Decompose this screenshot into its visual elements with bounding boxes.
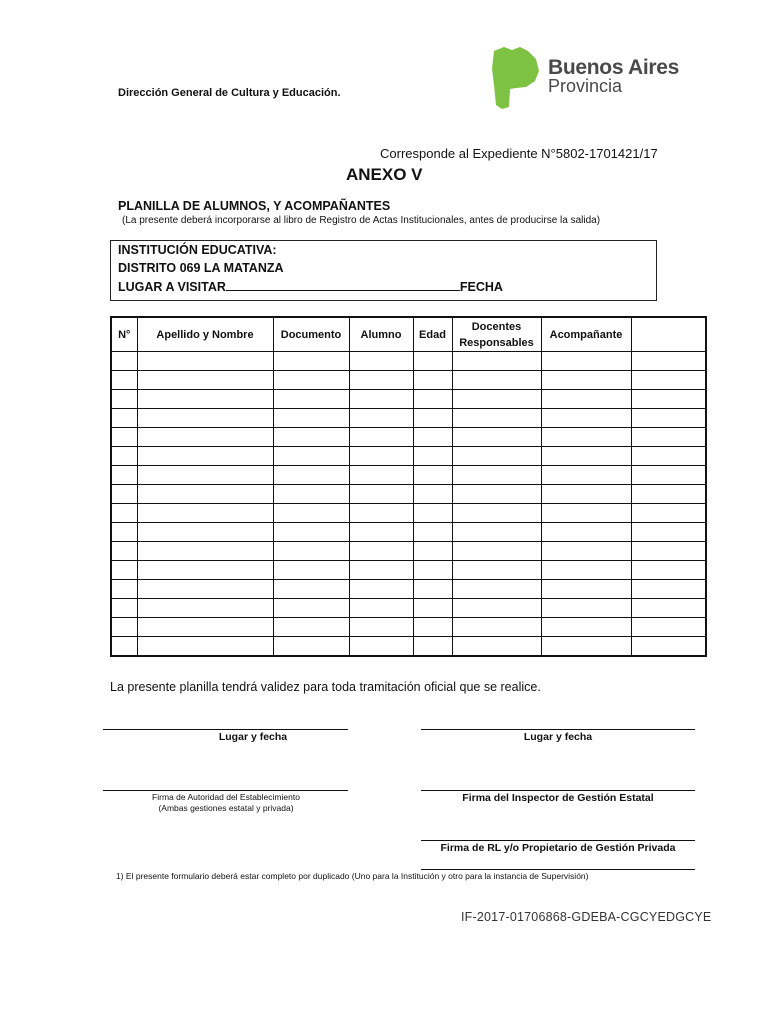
table-cell[interactable]: [541, 428, 631, 447]
table-cell[interactable]: [273, 523, 349, 542]
footnote-divider: [421, 869, 695, 870]
table-cell[interactable]: [541, 637, 631, 657]
table-cell[interactable]: [541, 561, 631, 580]
table-cell[interactable]: [452, 485, 541, 504]
table-cell[interactable]: [137, 504, 273, 523]
table-cell[interactable]: [273, 485, 349, 504]
table-cell[interactable]: [541, 523, 631, 542]
table-cell[interactable]: [541, 409, 631, 428]
table-cell[interactable]: [631, 561, 706, 580]
column-header-documento: Documento: [273, 317, 349, 352]
lugar-fecha-right-label: Lugar y fecha: [523, 731, 593, 743]
table-cell[interactable]: [137, 447, 273, 466]
table-row: [111, 428, 706, 447]
column-header-alumno: Alumno: [349, 317, 413, 352]
table-cell[interactable]: [631, 485, 706, 504]
table-cell[interactable]: [452, 618, 541, 637]
table-cell[interactable]: [541, 504, 631, 523]
table-row: [111, 561, 706, 580]
table-row: [111, 390, 706, 409]
table-cell[interactable]: [413, 390, 452, 409]
table-cell[interactable]: [541, 466, 631, 485]
table-cell[interactable]: [111, 561, 137, 580]
table-cell[interactable]: [413, 599, 452, 618]
table-cell[interactable]: [137, 409, 273, 428]
distrito-label: DISTRITO 069 LA MATANZA: [118, 261, 284, 275]
table-cell[interactable]: [111, 409, 137, 428]
column-header-edad: Edad: [413, 317, 452, 352]
table-cell[interactable]: [413, 504, 452, 523]
table-body: [111, 352, 706, 657]
table-cell[interactable]: [541, 580, 631, 599]
table-cell[interactable]: [137, 352, 273, 371]
table-cell[interactable]: [631, 599, 706, 618]
table-cell[interactable]: [111, 523, 137, 542]
lugar-fecha-left-label: Lugar y fecha: [218, 731, 288, 743]
table-cell[interactable]: [413, 561, 452, 580]
table-cell[interactable]: [452, 637, 541, 657]
footnote: 1) El presente formulario deberá estar completo por duplicado (Uno para la Institución y otro para la instancia de Supervisión): [116, 871, 589, 881]
firma-autoridad-label: Firma de Autoridad del Establecimiento: [152, 792, 300, 802]
table-cell[interactable]: [413, 580, 452, 599]
table-cell[interactable]: [273, 409, 349, 428]
table-cell[interactable]: [413, 466, 452, 485]
table-row: [111, 485, 706, 504]
table-cell[interactable]: [349, 352, 413, 371]
table-row: [111, 409, 706, 428]
table-cell[interactable]: [137, 542, 273, 561]
table-cell[interactable]: [631, 523, 706, 542]
table-cell[interactable]: [137, 428, 273, 447]
table-cell[interactable]: [273, 390, 349, 409]
table-cell[interactable]: [111, 447, 137, 466]
table-row: [111, 599, 706, 618]
table-cell[interactable]: [349, 428, 413, 447]
table-row: [111, 371, 706, 390]
fecha-label: FECHA: [459, 280, 503, 294]
table-cell[interactable]: [273, 618, 349, 637]
table-cell[interactable]: [111, 371, 137, 390]
table-cell[interactable]: [273, 637, 349, 657]
table-cell[interactable]: [452, 447, 541, 466]
table-cell[interactable]: [413, 409, 452, 428]
table-cell[interactable]: [631, 618, 706, 637]
table-cell[interactable]: [541, 447, 631, 466]
document-id: IF-2017-01706868-GDEBA-CGCYEDGCYE: [461, 910, 712, 924]
table-cell[interactable]: [137, 599, 273, 618]
table-cell[interactable]: [137, 580, 273, 599]
table-cell[interactable]: [452, 523, 541, 542]
table-cell[interactable]: [273, 542, 349, 561]
table-cell[interactable]: [273, 599, 349, 618]
table-row: [111, 523, 706, 542]
column-header-docentes-responsables: Docentes Responsables: [452, 317, 541, 352]
table-cell[interactable]: [413, 447, 452, 466]
table-cell[interactable]: [541, 371, 631, 390]
table-cell[interactable]: [349, 523, 413, 542]
table-cell[interactable]: [349, 599, 413, 618]
lugar-fecha-row: [118, 279, 503, 294]
table-cell[interactable]: [349, 542, 413, 561]
table-cell[interactable]: [452, 504, 541, 523]
table-cell[interactable]: [413, 371, 452, 390]
table-row: [111, 504, 706, 523]
table-cell[interactable]: [137, 523, 273, 542]
table-cell[interactable]: [273, 466, 349, 485]
table-cell[interactable]: [452, 390, 541, 409]
table-cell[interactable]: [541, 485, 631, 504]
column-header-apellido-nombre: Apellido y Nombre: [137, 317, 273, 352]
table-cell[interactable]: [631, 447, 706, 466]
table-cell[interactable]: [631, 466, 706, 485]
table-cell[interactable]: [413, 428, 452, 447]
table-cell[interactable]: [111, 580, 137, 599]
firma-autoridad-line[interactable]: [103, 790, 348, 791]
table-cell[interactable]: [413, 523, 452, 542]
logo-text-provincia: Provincia: [548, 76, 623, 96]
table-cell[interactable]: [452, 371, 541, 390]
table-row: [111, 352, 706, 371]
table-cell[interactable]: [273, 580, 349, 599]
table-cell[interactable]: [349, 580, 413, 599]
table-row: [111, 637, 706, 657]
table-cell[interactable]: [349, 447, 413, 466]
table-row: [111, 447, 706, 466]
table-cell[interactable]: [541, 352, 631, 371]
table-cell[interactable]: [273, 371, 349, 390]
table-cell[interactable]: [631, 504, 706, 523]
direccion-general-heading: Dirección General de Cultura y Educación.: [118, 87, 341, 99]
table-cell[interactable]: [273, 447, 349, 466]
table-cell[interactable]: [137, 618, 273, 637]
table-cell[interactable]: [111, 352, 137, 371]
table-cell[interactable]: [413, 618, 452, 637]
table-cell[interactable]: [413, 485, 452, 504]
table-cell[interactable]: [349, 390, 413, 409]
table-cell[interactable]: [631, 580, 706, 599]
table-cell[interactable]: [111, 466, 137, 485]
table-cell[interactable]: [631, 542, 706, 561]
table-row: [111, 466, 706, 485]
firma-rl-label: Firma de RL y/o Propietario de Gestión Privada: [440, 842, 676, 854]
table-cell[interactable]: [413, 542, 452, 561]
table-cell[interactable]: [273, 561, 349, 580]
table-cell[interactable]: [111, 390, 137, 409]
students-table: [110, 316, 707, 657]
table-cell[interactable]: [349, 466, 413, 485]
table-cell[interactable]: [631, 428, 706, 447]
institucion-label: INSTITUCIÓN EDUCATIVA:: [118, 243, 277, 257]
table-cell[interactable]: [349, 618, 413, 637]
column-header-acompanante: Acompañante: [541, 317, 631, 352]
table-cell[interactable]: [631, 352, 706, 371]
table-cell[interactable]: [452, 352, 541, 371]
table-cell[interactable]: [541, 599, 631, 618]
table-row: [111, 618, 706, 637]
table-cell[interactable]: [349, 637, 413, 657]
table-cell[interactable]: [452, 561, 541, 580]
firma-autoridad-note: (Ambas gestiones estatal y privada): [158, 803, 294, 813]
table-cell[interactable]: [541, 542, 631, 561]
table-cell[interactable]: [349, 561, 413, 580]
table-cell[interactable]: [137, 485, 273, 504]
table-cell[interactable]: [137, 637, 273, 657]
table-cell[interactable]: [273, 504, 349, 523]
table-row: [111, 580, 706, 599]
table-cell[interactable]: [137, 561, 273, 580]
table-cell[interactable]: [413, 637, 452, 657]
logo-text-buenos-aires: Buenos Aires: [548, 56, 679, 79]
table-cell[interactable]: [273, 428, 349, 447]
table-cell[interactable]: [111, 485, 137, 504]
table-cell[interactable]: [631, 409, 706, 428]
table-cell[interactable]: [452, 580, 541, 599]
table-cell[interactable]: [631, 371, 706, 390]
table-cell[interactable]: [413, 352, 452, 371]
table-cell[interactable]: [452, 466, 541, 485]
validez-statement: La presente planilla tendrá validez para toda tramitación oficial que se realice.: [110, 680, 541, 694]
firma-rl-line[interactable]: [421, 840, 695, 841]
firma-inspector-line[interactable]: [421, 790, 695, 791]
table-cell[interactable]: [137, 466, 273, 485]
table-cell[interactable]: [349, 371, 413, 390]
planilla-title: PLANILLA DE ALUMNOS, Y ACOMPAÑANTES: [118, 199, 391, 213]
table-cell[interactable]: [452, 542, 541, 561]
lugar-visitar-label: LUGAR A VISITAR: [118, 280, 226, 294]
table-cell[interactable]: [631, 637, 706, 657]
lugar-fecha-left-line[interactable]: [103, 729, 348, 730]
table-cell[interactable]: [111, 542, 137, 561]
table-header-row: [111, 317, 706, 352]
column-header-numero: N°: [111, 317, 137, 352]
table-row: [111, 542, 706, 561]
planilla-note: (La presente deberá incorporarse al libro de Registro de Actas Institucionales, antes de producirse la salida): [122, 215, 601, 226]
table-cell[interactable]: [631, 390, 706, 409]
anexo-title: ANEXO V: [346, 165, 423, 184]
table-cell[interactable]: [349, 409, 413, 428]
table-cell[interactable]: [111, 618, 137, 637]
table-cell[interactable]: [137, 390, 273, 409]
table-cell[interactable]: [273, 352, 349, 371]
table-cell[interactable]: [541, 618, 631, 637]
table-cell[interactable]: [452, 599, 541, 618]
expediente-reference: Corresponde al Expediente N°5802-1701421/17: [380, 146, 658, 161]
table-cell[interactable]: [349, 485, 413, 504]
buenos-aires-province-map-icon: [490, 45, 540, 111]
table-cell[interactable]: [349, 504, 413, 523]
table-cell[interactable]: [137, 371, 273, 390]
table-cell[interactable]: [541, 390, 631, 409]
table-cell[interactable]: [452, 409, 541, 428]
lugar-visitar-field[interactable]: [226, 279, 460, 291]
table-cell[interactable]: [111, 428, 137, 447]
lugar-fecha-right-line[interactable]: [421, 729, 695, 730]
table-cell[interactable]: [111, 504, 137, 523]
table-cell[interactable]: [111, 637, 137, 657]
firma-inspector-label: Firma del Inspector de Gestión Estatal: [462, 792, 654, 804]
column-header-blank: [631, 317, 706, 352]
table-cell[interactable]: [111, 599, 137, 618]
table-cell[interactable]: [452, 428, 541, 447]
